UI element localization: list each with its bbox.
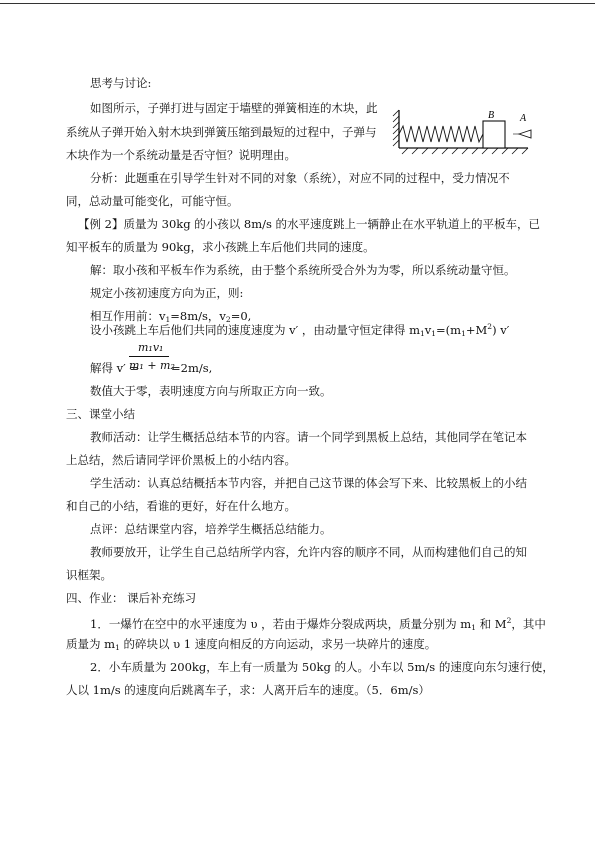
subscript: 1	[461, 329, 466, 338]
section-heading-summary: 三、课堂小结	[66, 407, 135, 421]
text: =8m/s，v	[170, 309, 226, 323]
block-label: B	[488, 110, 495, 121]
subscript: 1	[431, 329, 437, 338]
discussion-text-line: 如图所示，子弹打进与固定于墙壁的弹簧相连的木块，此	[90, 101, 378, 115]
spring-block-figure	[388, 104, 538, 156]
summary-line: 教师活动：让学生概括总结本节的内容。请一个同学到黑板上总结，其他同学在笔记本	[90, 430, 527, 444]
analysis-line: 分析：此题重在引导学生针对不同的对象（系统），对应不同的过程中，受力情况不	[90, 171, 510, 185]
text: 1．一爆竹在空中的水平速度为 υ ，若由于爆炸分裂成两块，质量分别为 m	[90, 617, 472, 631]
superscript: 2	[506, 616, 512, 625]
superscript: 2	[487, 322, 493, 331]
subscript: 1	[115, 643, 120, 652]
text: 设小孩跳上车后他们共同的速度速度为 v′ ，由动量守恒定律得 m	[90, 323, 420, 337]
text: +M	[465, 323, 488, 337]
text: 和 M	[475, 617, 507, 631]
text: ) v′	[492, 323, 510, 337]
discussion-heading: 思考与讨论:	[90, 76, 152, 90]
text: 相互作用前：v	[90, 309, 166, 323]
subscript: 1	[165, 315, 171, 324]
wooden-block	[483, 121, 505, 148]
solution-line: 解：取小孩和平板车作为系统，由于整个系统所受合外为为零，所以系统动量守恒。	[90, 263, 516, 277]
header-rule	[0, 3, 595, 4]
text: ，其中	[511, 617, 546, 631]
subscript: 2	[225, 315, 231, 324]
text: v	[424, 323, 432, 337]
summary-line: 学生活动：认真总结概括本节内容，并把自己这节课的体会写下来、比较黑板上的小结	[90, 476, 527, 490]
subscript: 1	[471, 623, 476, 632]
discussion-text-line: 系统从子弹开始入射木块到弹簧压缩到最短的过程中，子弹与	[66, 125, 377, 139]
subscript: 1	[419, 329, 425, 338]
summary-line: 和自己的小结，看谁的更好，好在什么地方。	[66, 499, 296, 513]
text: 质量为 m	[66, 637, 116, 651]
example-2-line: 知平板车的质量为 90kg，求小孩跳上车后他们共同的速度。	[66, 240, 375, 254]
result-prefix: 解得 v′ =	[90, 361, 140, 375]
homework-question-1-line	[90, 614, 546, 635]
text: =(m	[436, 323, 462, 337]
summary-line: 教师要放开，让学生自己总结所学内容，允许内容的顺序不同，从而构建他们自己的知	[90, 545, 527, 559]
example-2-line: 【例 2】质量为 30kg 的小孩以 8m/s 的水平速度跳上一辆静止在水平轨道上的平板车，已	[78, 217, 541, 231]
text: 的碎块以 υ 1 速度向相反的方向运动，求另一块碎片的速度。	[119, 637, 437, 651]
bullet-icon	[519, 130, 531, 138]
spring-icon	[399, 126, 483, 142]
summary-line: 点评：总结课堂内容，培养学生概括总结能力。	[90, 522, 332, 536]
fraction-denominator: m₁ + m₂	[129, 359, 175, 372]
analysis-line: 同，总动量可能变化，可能守恒。	[66, 194, 239, 208]
summary-line: 识框架。	[66, 568, 112, 582]
homework-question-2-line: 人以 1m/s 的速度向后跳离车子，求：人离开后车的速度。（5．6m/s）	[66, 683, 430, 697]
section-heading-homework: 四、作业： 课后补充练习	[66, 591, 197, 605]
fraction-numerator: m₁v₁	[138, 341, 164, 354]
result-suffix: =2m/s,	[171, 361, 213, 375]
solution-line: 数值大于零，表明速度方向与所取正方向一致。	[90, 384, 332, 398]
homework-question-1-line	[66, 637, 436, 655]
summary-line: 上总结，然后请同学评价黑板上的小结内容。	[66, 453, 296, 467]
homework-question-2-line: 2．小车质量为 200kg，车上有一质量为 50kg 的人。小车以 5m/s 的速度向东匀速行使，	[90, 660, 554, 674]
discussion-text-line: 木块作为一个系统动量是否守恒？说明理由。	[66, 148, 296, 162]
solution-line-momentum-equation	[90, 320, 509, 341]
solution-line: 规定小孩初速度方向为正，则:	[90, 286, 244, 300]
bullet-label: A	[520, 113, 527, 124]
fraction-bar	[129, 356, 169, 357]
text: =0,	[230, 309, 252, 323]
